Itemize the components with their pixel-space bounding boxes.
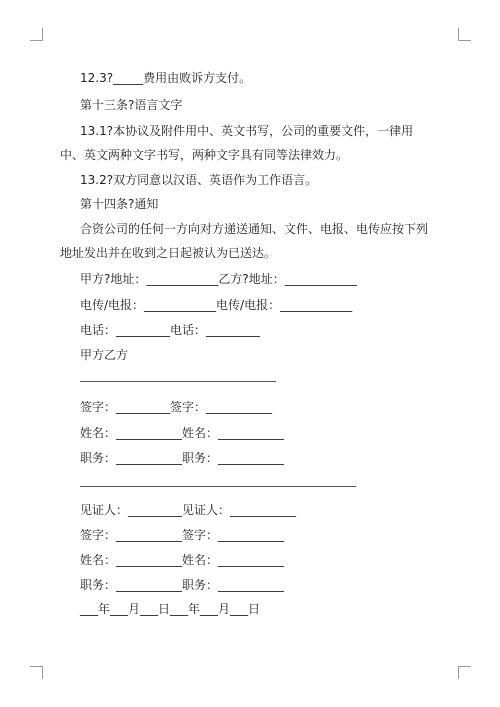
address-line: 甲方?地址：____________乙方?地址：____________ [80,272,357,286]
telex-line: 电传/电报：____________电传/电报：____________ [80,298,353,312]
party-labels: 甲方乙方 [80,348,129,362]
witness-name-line: 姓名：___________姓名：___________ [80,553,285,567]
signature-line: 签字：_________签字：___________ [80,400,273,414]
signature-divider-long [80,486,356,487]
phone-line: 电话：_________电话：_________ [80,323,261,337]
notice-clause: 合资公司的任何一方向对方递送通知、文件、电报、电传应按下列地址发出并在收到之日起被认为已送达。 [60,222,429,260]
clause-12-3: 12.3?_____费用由败诉方支付。 [80,71,252,85]
clause-13-1: 13.1?本协议及附件用中、英文书写，公司的重要文件，一律用中、英文两种文字书写，两种文字具有同等法律效力。 [60,124,414,162]
position-line: 职务：___________职务：___________ [80,451,285,465]
signature-divider-short [80,381,276,382]
date-line: ___年___月___日___年___月___日 [80,602,261,616]
article-13-heading: 第十三条?语言文字 [80,98,183,112]
witness-line: 见证人：_________见证人：___________ [80,503,297,517]
name-line: 姓名：___________姓名：___________ [80,426,285,440]
witness-position-line: 职务：___________职务：___________ [80,578,285,592]
clause-13-2: 13.2?双方同意以汉语、英语作为工作语言。 [80,173,318,187]
article-14-heading: 第十四条?通知 [80,197,159,211]
witness-signature-line: 签字：___________签字：___________ [80,528,285,542]
